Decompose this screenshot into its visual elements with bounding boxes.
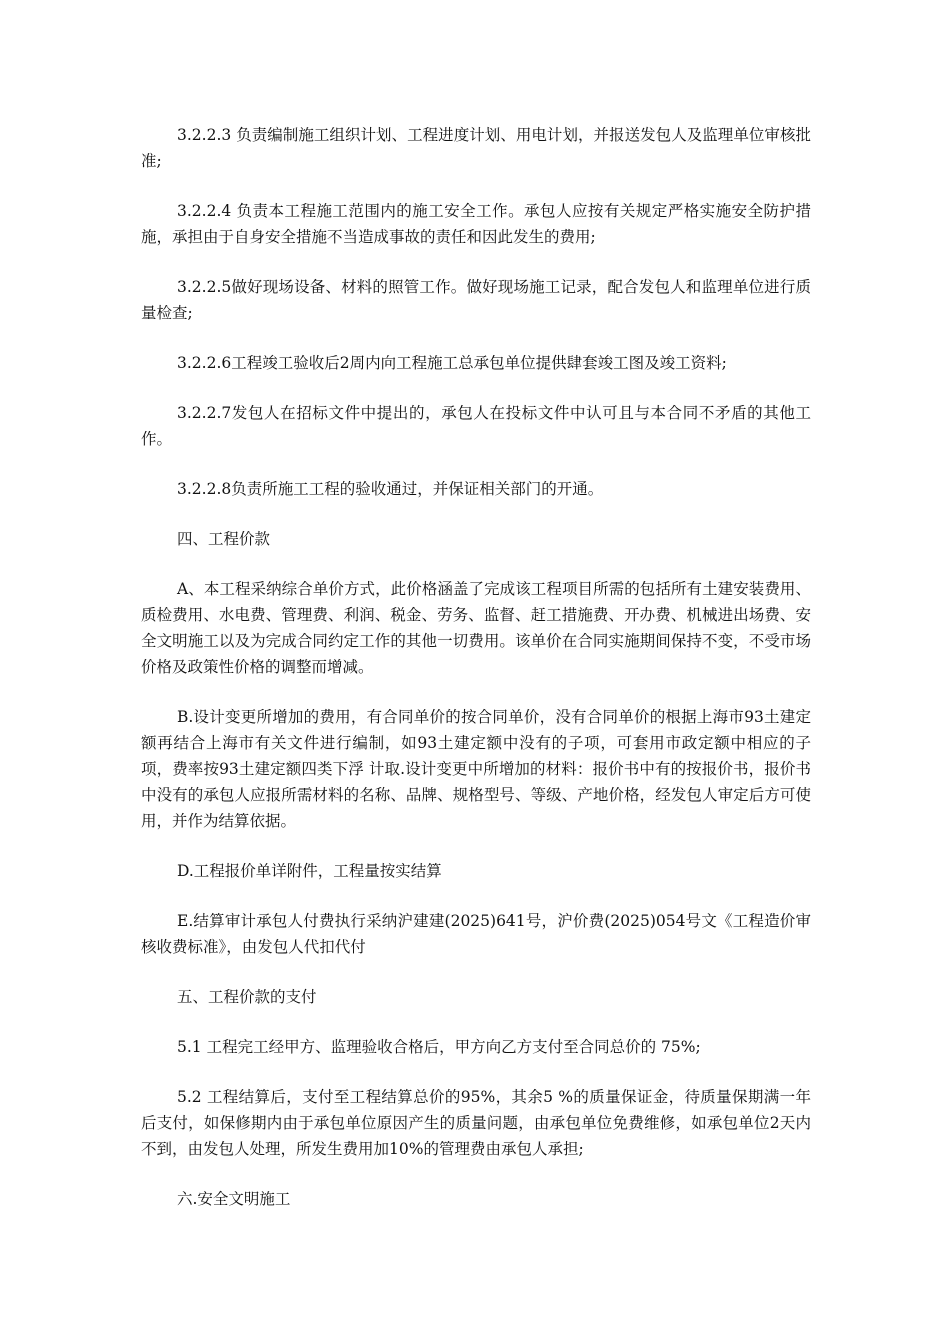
section-heading-4: 四、工程价款	[177, 530, 271, 548]
paragraph-5-1: 5.1 工程完工经甲方、监理验收合格后，甲方向乙方支付至合同总价的 75%;	[177, 1038, 701, 1056]
paragraph-5-2: 5.2 工程结算后，支付至工程结算总价的95%，其余5 %的质量保证金，待质量保期满一年后支付，如保修期内由于承包单位原因产生的质量问题，由承包单位免费维修，如承包单位2天内不到，由发包人处理，所发生费用加10%的管理费由承包人承担;	[141, 1088, 811, 1158]
paragraph-e: E.结算审计承包人付费执行采纳沪建建(2025)641号，沪价费(2025)054号文《工程造价审核收费标准》，由发包人代扣代付	[141, 912, 811, 956]
paragraph-a: A、本工程采纳综合单价方式，此价格涵盖了完成该工程项目所需的包括所有土建安装费用、质检费用、水电费、管理费、利润、税金、劳务、监督、赶工措施费、开办费、机械进出场费、安全文明施工以及为完成合同约定工作的其他一切费用。该单价在合同实施期间保持不变，不受市场价格及政策性价格的调整而增减。	[141, 580, 811, 676]
paragraph-3-2-2-6: 3.2.2.6工程竣工验收后2周内向工程施工总承包单位提供肆套竣工图及竣工资料;	[177, 354, 727, 372]
paragraph-b: B.设计变更所增加的费用，有合同单价的按合同单价，没有合同单价的根据上海市93土建定额再结合上海市有关文件进行编制，如93土建定额中没有的子项，可套用市政定额中相应的子项，费率按93土建定额四类下浮 计取.设计变更中所增加的材料：报价书中有的按报价书，报价书中没有的承包人应报所需材料的名称、品牌、规格型号、等级、产地价格，经发包人审定后方可使用，并作为结算依据。	[141, 708, 811, 830]
section-heading-5: 五、工程价款的支付	[177, 988, 317, 1006]
section-heading-6: 六.安全文明施工	[177, 1190, 291, 1208]
paragraph-3-2-2-8: 3.2.2.8负责所施工工程的验收通过，并保证相关部门的开通。	[177, 480, 604, 498]
paragraph-3-2-2-4: 3.2.2.4 负责本工程施工范围内的施工安全工作。承包人应按有关规定严格实施安全防护措施，承担由于自身安全措施不当造成事故的责任和因此发生的费用;	[141, 202, 811, 246]
paragraph-3-2-2-5: 3.2.2.5做好现场设备、材料的照管工作。做好现场施工记录，配合发包人和监理单位进行质量检查;	[141, 278, 811, 322]
paragraph-3-2-2-3: 3.2.2.3 负责编制施工组织计划、工程进度计划、用电计划，并报送发包人及监理单位审核批准;	[141, 126, 811, 170]
document-body	[141, 122, 811, 1236]
paragraph-d: D.工程报价单详附件，工程量按实结算	[177, 862, 442, 880]
paragraph-3-2-2-7: 3.2.2.7发包人在招标文件中提出的，承包人在投标文件中认可且与本合同不矛盾的其他工作。	[141, 404, 811, 448]
